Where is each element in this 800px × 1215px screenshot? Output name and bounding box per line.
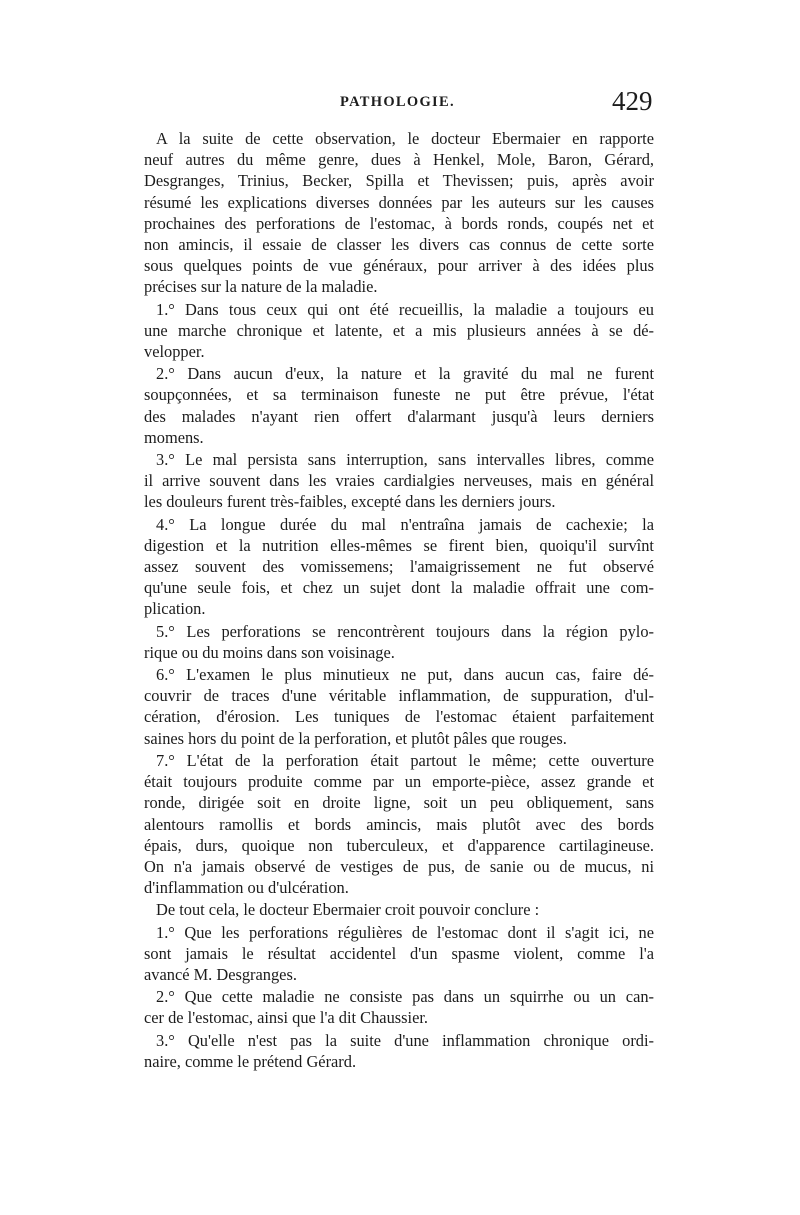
text-line: soupçonnées, et sa terminaison funeste ne put être prévue, l'état	[144, 385, 654, 405]
text-line: Desgranges, Trinius, Becker, Spilla et Thevissen; puis, après avoir	[144, 171, 654, 191]
text-line: assez souvent des vomissemens; l'amaigrissement ne fut observé	[144, 557, 654, 577]
text-line: On n'a jamais observé de vestiges de pus, de sanie ou de mucus, ni	[144, 856, 654, 876]
text-line: sous quelques points de vue généraux, pour arriver à des idées plus	[144, 256, 654, 276]
text-line: 6.° L'examen le plus minutieux ne put, dans aucun cas, faire dé-	[156, 665, 654, 685]
text-line: 3.° Qu'elle n'est pas la suite d'une inflammation chronique ordi-	[156, 1030, 654, 1050]
text-line: 1.° Que les perforations régulières de l'estomac dont il s'agit ici, ne	[156, 922, 654, 942]
text-line: des malades n'ayant rien offert d'alarmant jusqu'à leurs derniers	[144, 406, 654, 426]
text-line: 2.° Que cette maladie ne consiste pas dans un squirrhe ou un can-	[156, 987, 654, 1007]
paragraph	[144, 449, 654, 513]
text-line: avancé M. Desgranges.	[144, 964, 297, 984]
text-line: couvrir de traces d'une véritable inflammation, de suppuration, d'ul-	[144, 686, 654, 706]
text-line: cer de l'estomac, ainsi que l'a dit Chaussier.	[144, 1008, 429, 1028]
text-line: d'inflammation ou d'ulcération.	[144, 878, 349, 898]
text-line: ronde, dirigée soit en droite ligne, soit un peu obliquement, sans	[144, 793, 654, 813]
text-line: alentours ramollis et bords amincis, mais plutôt avec des bords	[144, 814, 654, 834]
text-line: rique ou du moins dans son voisinage.	[144, 642, 395, 662]
text-line: était toujours produite comme par un emporte-pièce, assez grande et	[144, 772, 654, 792]
running-head: PATHOLOGIE.	[340, 94, 455, 110]
page-number: 429	[612, 86, 653, 116]
paragraph	[144, 363, 654, 448]
text-line: De tout cela, le docteur Ebermaier croit pouvoir conclure :	[156, 900, 540, 920]
paragraph	[144, 750, 654, 898]
text-line: il arrive souvent dans les vraies cardialgies nerveuses, mais en général	[144, 471, 654, 491]
text-line: velopper.	[144, 342, 205, 362]
text-line: 7.° L'état de la perforation était partout le même; cette ouverture	[156, 750, 654, 770]
paragraph	[144, 128, 654, 298]
body-text	[144, 128, 654, 1072]
text-line: A la suite de cette observation, le docteur Ebermaier en rapporte	[156, 129, 654, 148]
text-line: plication.	[144, 599, 206, 619]
text-line: qu'une seule fois, et chez un sujet dont la maladie offrait une com-	[144, 578, 654, 598]
text-line: 5.° Les perforations se rencontrèrent toujours dans la région pylo-	[156, 621, 654, 641]
text-line: épais, durs, quoique non tuberculeux, et d'apparence cartilagineuse.	[144, 835, 654, 855]
page-header	[0, 86, 800, 126]
text-line: saines hors du point de la perforation, et plutôt pâles que rouges.	[144, 728, 567, 748]
paragraph	[144, 1030, 654, 1072]
text-line: sont jamais le résultat accidentel d'un spasme violent, comme l'a	[144, 943, 654, 963]
text-line: 2.° Dans aucun d'eux, la nature et la gravité du mal ne furent	[156, 364, 654, 384]
text-line: résumé les explications diverses données par les auteurs sur les causes	[144, 192, 654, 212]
paragraph	[144, 514, 654, 620]
text-line: naire, comme le prétend Gérard.	[144, 1051, 357, 1071]
text-line: une marche chronique et latente, et a mis plusieurs années à se dé-	[144, 320, 654, 340]
text-line: précises sur la nature de la maladie.	[144, 277, 378, 297]
paragraph	[144, 299, 654, 363]
text-line: 4.° La longue durée du mal n'entraîna jamais de cachexie; la	[156, 514, 654, 534]
text-line: momens.	[144, 427, 204, 447]
paragraph	[144, 899, 654, 920]
text-line: cération, d'érosion. Les tuniques de l'estomac étaient parfaitement	[144, 707, 654, 727]
text-line: les douleurs furent très-faibles, excepté dans les derniers jours.	[144, 492, 556, 512]
text-line: non amincis, il essaie de classer les divers cas connus de cette sorte	[144, 235, 654, 255]
text-line: neuf autres du même genre, dues à Henkel, Mole, Baron, Gérard,	[144, 150, 654, 170]
paragraph	[144, 986, 654, 1028]
text-line: digestion et la nutrition elles-mêmes se firent bien, quoiqu'il survînt	[144, 535, 654, 555]
text-line: prochaines des perforations de l'estomac, à bords ronds, coupés net et	[144, 213, 654, 233]
paragraph	[144, 664, 654, 749]
text-line: 3.° Le mal persista sans interruption, sans intervalles libres, comme	[156, 450, 654, 470]
paragraph	[144, 621, 654, 663]
text-line: 1.° Dans tous ceux qui ont été recueillis, la maladie a toujours eu	[156, 299, 654, 319]
paragraph	[144, 922, 654, 986]
